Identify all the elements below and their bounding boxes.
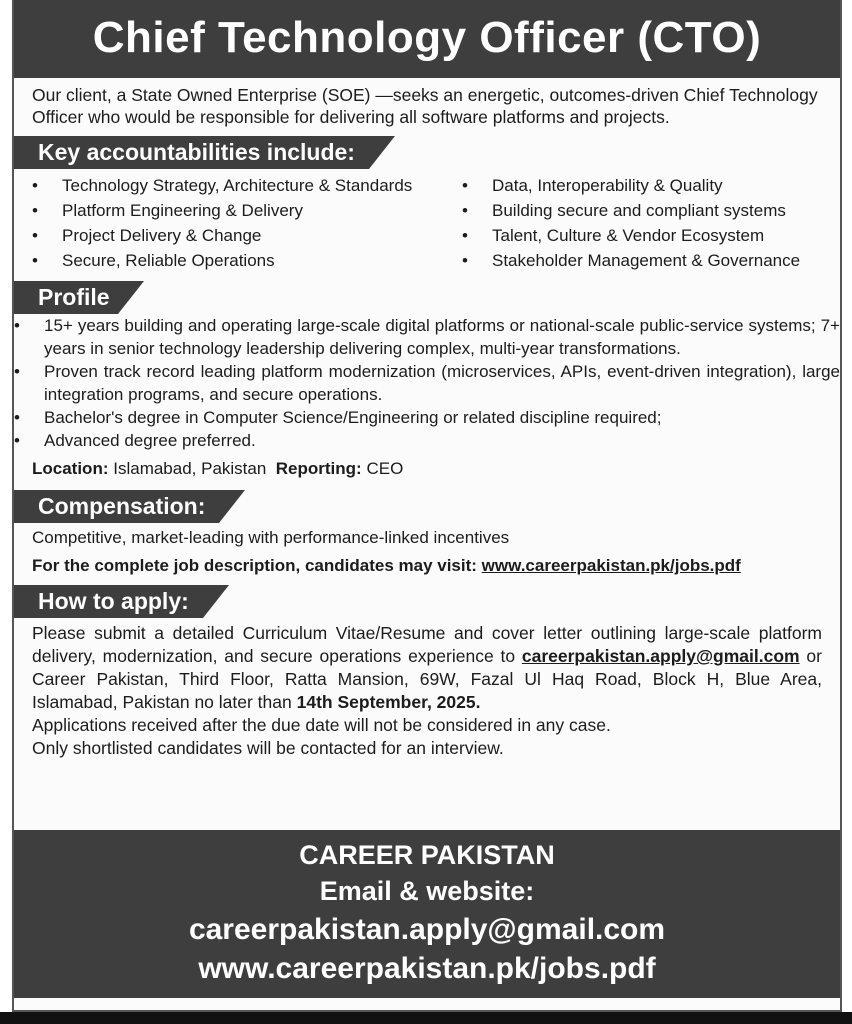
job-description-label: For the complete job description, candidates may visit: bbox=[32, 556, 477, 575]
list-item: • Secure, Reliable Operations bbox=[32, 248, 462, 273]
list-item: • Project Delivery & Change bbox=[32, 223, 462, 248]
profile-list bbox=[14, 314, 840, 452]
compensation-text: Competitive, market-leading with performance-linked incentives bbox=[32, 528, 510, 547]
accountabilities-heading: Key accountabilities include: bbox=[14, 136, 369, 169]
accountabilities-right-column bbox=[462, 173, 832, 273]
apply-note-shortlist: Only shortlisted candidates will be contacted for an interview. bbox=[32, 738, 504, 758]
list-item: • Bachelor's degree in Computer Science/Engineering or related discipline required; bbox=[14, 406, 840, 429]
reporting-value: CEO bbox=[366, 459, 404, 478]
apply-deadline: 14th September, 2025. bbox=[296, 692, 481, 712]
apply-text-1: Please submit a detailed Curriculum Vitae/Resume and cover letter outlining large-scale platform delivery, modernization, and secure operations experience to bbox=[32, 623, 822, 666]
accountabilities-left-column bbox=[32, 173, 462, 273]
apply-note-late: Applications received after the due date will not be considered in any case. bbox=[32, 715, 611, 735]
list-item: • Data, Interoperability & Quality bbox=[462, 173, 832, 198]
job-description-line bbox=[14, 551, 840, 579]
list-item: • 15+ years building and operating large-scale digital platforms or national-scale public-service systems; 7+ years in senior technology leadership delivering complex, multi-year transformations. bbox=[14, 314, 840, 360]
list-item: • Advanced degree preferred. bbox=[14, 429, 840, 452]
list-item: • Platform Engineering & Delivery bbox=[32, 198, 462, 223]
accountabilities-list bbox=[14, 169, 840, 273]
list-item: • Stakeholder Management & Governance bbox=[462, 248, 832, 273]
job-description-link[interactable]: www.careerpakistan.pk/jobs.pdf bbox=[481, 556, 741, 575]
page-title: Chief Technology Officer (CTO) bbox=[14, 0, 840, 78]
how-to-apply-heading: How to apply: bbox=[14, 585, 203, 618]
intro-paragraph: Our client, a State Owned Enterprise (SOE) —seeks an energetic, outcomes-driven Chief Technology Officer who would be responsible for delivering all software platforms and projects. bbox=[32, 85, 818, 127]
list-item: • Talent, Culture & Vendor Ecosystem bbox=[462, 223, 832, 248]
location-label: Location: bbox=[32, 459, 109, 478]
footer-contact bbox=[14, 830, 840, 998]
apply-email-link[interactable]: careerpakistan.apply@gmail.com bbox=[521, 646, 800, 666]
list-item: • Proven track record leading platform modernization (microservices, APIs, event-driven integration), large integration programs, and secure operations. bbox=[14, 360, 840, 406]
profile-heading: Profile bbox=[14, 281, 118, 314]
location-value: Islamabad, Pakistan bbox=[113, 459, 267, 478]
footer-website[interactable]: www.careerpakistan.pk/jobs.pdf bbox=[198, 952, 656, 985]
job-advertisement bbox=[12, 0, 842, 1012]
footer-org: CAREER PAKISTAN bbox=[299, 840, 555, 870]
compensation-heading: Compensation: bbox=[14, 490, 219, 523]
footer-label: Email & website: bbox=[319, 876, 535, 906]
apply-text-2: or Career Pakistan, Third Floor, Ratta Mansion, 69W, Fazal Ul Haq Road, Block H, Blue Area, Islamabad, Pakistan no later than bbox=[32, 646, 822, 712]
reporting-label: Reporting: bbox=[275, 459, 362, 478]
list-item: • Technology Strategy, Architecture & Standards bbox=[32, 173, 462, 198]
bottom-border bbox=[0, 1012, 852, 1024]
list-item: • Building secure and compliant systems bbox=[462, 198, 832, 223]
location-line bbox=[14, 452, 840, 482]
apply-paragraph bbox=[14, 622, 840, 714]
footer-email[interactable]: careerpakistan.apply@gmail.com bbox=[188, 913, 666, 946]
